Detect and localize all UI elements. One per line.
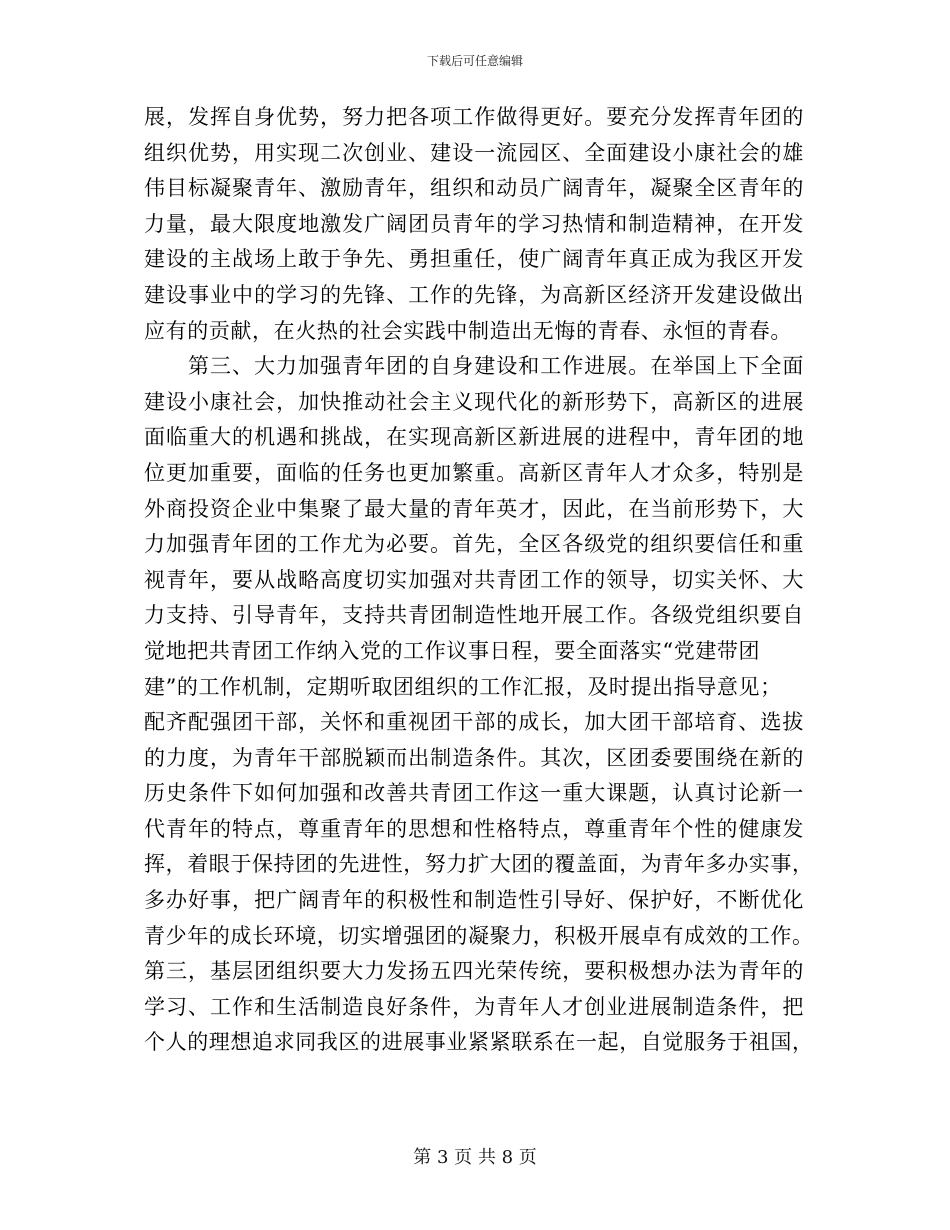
- text-line: 学习、工作和生活制造良好条件，为青年人才创业进展制造条件，把: [144, 994, 804, 1019]
- text-line: 面临重大的机遇和挑战，在实现高新区新进展的进程中，青年团的地: [144, 425, 804, 450]
- document-body: [144, 100, 814, 1061]
- page-header: 下载后可任意编辑: [426, 54, 523, 68]
- text-line: 伟目标凝聚青年、激励青年，组织和动员广阔青年，凝聚全区青年的: [144, 176, 804, 201]
- text-line: 第三，基层团组织要大力发扬五四光荣传统，要积极想办法为青年的: [144, 959, 804, 984]
- text-line: 青少年的成长环境，切实增强团的凝聚力，积极开展卓有成效的工作。: [144, 923, 814, 948]
- text-line: 视青年，要从战略高度切实加强对共青团工作的领导，切实关怀、大: [144, 567, 804, 592]
- text-line: 力支持、引导青年，支持共青团制造性地开展工作。各级党组织要自: [144, 603, 804, 628]
- text-line: 建设的主战场上敢于争先、勇担重任，使广阔青年真正成为我区开发: [144, 247, 804, 272]
- text-line: 建设事业中的学习的先锋、工作的先锋，为高新区经济开发建设做出: [144, 282, 804, 307]
- text-line: 第三、大力加强青年团的自身建设和工作进展。在举国上下全面: [188, 354, 804, 379]
- text-line: 位更加重要，面临的任务也更加繁重。高新区青年人才众多，特别是: [144, 460, 804, 485]
- text-line: 应有的贡献，在火热的社会实践中制造出无悔的青春、永恒的青春。: [144, 318, 792, 343]
- text-line: 力加强青年团的工作尤为必要。首先，全区各级党的组织要信任和重: [144, 532, 804, 557]
- text-line: 多办好事，把广阔青年的积极性和制造性引导好、保护好，不断优化: [144, 888, 804, 913]
- text-line: 建”的工作机制，定期听取团组织的工作汇报，及时提出指导意见；: [144, 674, 782, 699]
- text-line: 觉地把共青团工作纳入党的工作议事日程，要全面落实“党建带团: [144, 638, 761, 663]
- text-line: 历史条件下如何加强和改善共青团工作这一重大课题，认真讨论新一: [144, 781, 804, 806]
- text-line: 展，发挥自身优势，努力把各项工作做得更好。要充分发挥青年团的: [144, 105, 804, 129]
- text-line: 挥，着眼于保持团的先进性，努力扩大团的覆盖面，为青年多办实事，: [144, 852, 814, 877]
- text-line: 配齐配强团干部，关怀和重视团干部的成长，加大团干部培育、选拔: [144, 710, 804, 735]
- text-line: 的力度，为青年干部脱颖而出制造条件。其次，区团委要围绕在新的: [144, 745, 804, 770]
- text-line: 组织优势，用实现二次创业、建设一流园区、全面建设小康社会的雄: [144, 140, 804, 165]
- text-line: 外商投资企业中集聚了最大量的青年英才，因此，在当前形势下，大: [144, 496, 804, 521]
- text-line: 个人的理想追求同我区的进展事业紧紧联系在一起，自觉服务于祖国，: [144, 1030, 814, 1055]
- text-line: 建设小康社会，加快推动社会主义现代化的新形势下，高新区的进展: [144, 389, 804, 414]
- page-footer: 第 3 页 共 8 页: [413, 1147, 537, 1168]
- text-line: 代青年的特点，尊重青年的思想和性格特点，尊重青年个性的健康发: [144, 816, 804, 841]
- text-line: 力量，最大限度地激发广阔团员青年的学习热情和制造精神，在开发: [144, 211, 804, 236]
